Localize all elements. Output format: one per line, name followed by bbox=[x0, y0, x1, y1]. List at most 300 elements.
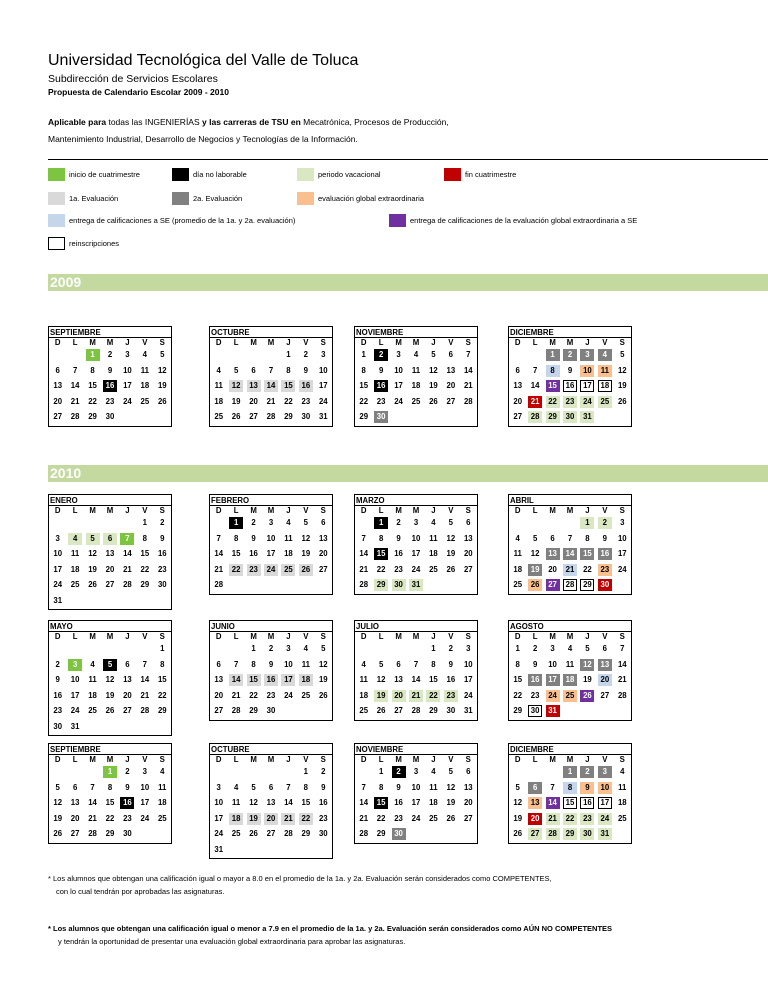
day-number: 19 bbox=[105, 690, 115, 700]
day-number: 11 bbox=[158, 782, 167, 792]
day-cell bbox=[614, 395, 631, 411]
day-cell bbox=[407, 364, 424, 380]
day-number: 3 bbox=[396, 350, 401, 359]
weekday-header: V bbox=[303, 755, 309, 764]
day-number: 27 bbox=[528, 828, 542, 840]
day-number: 1 bbox=[142, 518, 148, 527]
day-cell bbox=[509, 364, 526, 380]
day-cell bbox=[579, 812, 596, 828]
day-number: 31 bbox=[214, 844, 224, 854]
day-cell bbox=[297, 642, 314, 658]
day-cell bbox=[460, 348, 477, 364]
day-number: 1 bbox=[303, 767, 309, 776]
day-number: 14 bbox=[359, 798, 369, 807]
day-number: 10 bbox=[580, 365, 594, 377]
day-number: 8 bbox=[515, 659, 520, 669]
empty-cell bbox=[136, 642, 153, 658]
legend-swatch bbox=[172, 192, 189, 205]
legend-reinscripciones bbox=[48, 237, 119, 250]
day-number: 8 bbox=[563, 782, 577, 794]
day-number: 13 bbox=[214, 675, 224, 684]
day-cell bbox=[245, 704, 262, 720]
day-cell bbox=[66, 379, 83, 395]
day-number: 31 bbox=[53, 595, 63, 605]
day-number: 1 bbox=[378, 767, 384, 776]
day-number: 12 bbox=[88, 549, 97, 558]
weekday-header: J bbox=[125, 506, 130, 515]
day-number: 15 bbox=[359, 381, 369, 390]
day-number: 8 bbox=[286, 365, 291, 375]
day-number: 19 bbox=[617, 381, 627, 390]
day-cell bbox=[544, 704, 561, 720]
day-cell bbox=[460, 812, 477, 828]
day-cell bbox=[614, 364, 631, 380]
day-number: 18 bbox=[617, 798, 627, 807]
day-cell bbox=[596, 563, 613, 579]
day-cell bbox=[407, 796, 424, 812]
weekday-header: D bbox=[215, 338, 222, 347]
day-cell bbox=[136, 364, 153, 380]
day-cell bbox=[210, 563, 227, 579]
day-cell bbox=[390, 765, 407, 781]
weekday-header: L bbox=[378, 506, 384, 515]
month-name: JULIO bbox=[355, 621, 477, 632]
day-number: 25 bbox=[281, 564, 295, 576]
day-cell bbox=[596, 781, 613, 797]
day-number: 7 bbox=[567, 533, 573, 543]
day-cell bbox=[119, 563, 136, 579]
empty-cell bbox=[355, 516, 372, 532]
day-cell bbox=[425, 812, 442, 828]
day-number: 8 bbox=[142, 533, 148, 543]
day-cell bbox=[119, 765, 136, 781]
day-cell bbox=[136, 348, 153, 364]
day-number: 12 bbox=[301, 533, 311, 543]
weekday-header: M bbox=[267, 632, 275, 641]
day-cell bbox=[210, 781, 227, 797]
legend-label: evaluación global extraordinaria bbox=[318, 194, 424, 203]
day-cell bbox=[460, 689, 477, 705]
day-cell bbox=[526, 532, 543, 548]
day-cell bbox=[544, 410, 561, 426]
day-cell bbox=[154, 704, 171, 720]
day-cell bbox=[154, 364, 171, 380]
day-number: 14 bbox=[229, 674, 243, 686]
day-cell bbox=[262, 827, 279, 843]
weekday-header: V bbox=[142, 506, 148, 515]
day-number: 11 bbox=[429, 782, 438, 792]
day-number: 11 bbox=[232, 798, 241, 807]
day-cell bbox=[526, 379, 543, 395]
day-cell bbox=[315, 689, 332, 705]
day-number: 14 bbox=[530, 381, 540, 390]
day-cell bbox=[210, 547, 227, 563]
day-number: 4 bbox=[620, 767, 625, 776]
day-cell bbox=[245, 395, 262, 411]
day-cell bbox=[372, 348, 389, 364]
day-number: 17 bbox=[617, 549, 627, 558]
day-cell bbox=[84, 364, 101, 380]
day-cell bbox=[425, 673, 442, 689]
legend-label: reinscripciones bbox=[69, 239, 120, 248]
day-number: 7 bbox=[142, 659, 148, 669]
day-number: 22 bbox=[359, 396, 369, 406]
day-cell bbox=[544, 781, 561, 797]
month-name: MAYO bbox=[49, 621, 171, 632]
weekday-header: V bbox=[448, 632, 454, 641]
day-number: 23 bbox=[247, 564, 261, 576]
day-cell bbox=[66, 827, 83, 843]
day-number: 29 bbox=[284, 412, 293, 421]
day-cell bbox=[119, 704, 136, 720]
legend-fin bbox=[444, 168, 516, 181]
day-cell bbox=[561, 673, 578, 689]
legend-label: inicio de cuatrimestre bbox=[69, 170, 140, 179]
day-cell bbox=[280, 658, 297, 674]
day-cell bbox=[390, 364, 407, 380]
weekday-header: D bbox=[360, 338, 367, 347]
day-cell bbox=[544, 395, 561, 411]
weekday-header: M bbox=[549, 506, 556, 515]
day-cell bbox=[442, 812, 459, 828]
day-number: 21 bbox=[528, 396, 542, 408]
day-cell bbox=[84, 689, 101, 705]
day-number: 25 bbox=[429, 813, 438, 823]
month-name: MARZO bbox=[355, 495, 477, 506]
day-cell bbox=[227, 532, 244, 548]
weekday-header: J bbox=[585, 632, 590, 641]
empty-cell bbox=[526, 516, 543, 532]
day-cell bbox=[544, 642, 561, 658]
day-cell bbox=[596, 364, 613, 380]
day-number: 5 bbox=[160, 350, 165, 359]
day-cell bbox=[154, 765, 171, 781]
weekday-header: S bbox=[320, 755, 326, 764]
day-number: 22 bbox=[376, 813, 386, 823]
day-number: 4 bbox=[90, 659, 95, 669]
legend-swatch bbox=[297, 168, 314, 181]
day-number: 16 bbox=[374, 380, 388, 392]
day-cell bbox=[101, 563, 118, 579]
day-cell bbox=[262, 812, 279, 828]
legend-inicio bbox=[48, 168, 140, 181]
day-number: 21 bbox=[214, 564, 224, 574]
legend-swatch bbox=[48, 192, 65, 205]
day-cell bbox=[425, 395, 442, 411]
weekday-header: M bbox=[89, 506, 96, 515]
day-cell bbox=[372, 410, 389, 426]
day-number: 27 bbox=[463, 813, 473, 823]
day-cell bbox=[297, 689, 314, 705]
day-cell bbox=[526, 658, 543, 674]
weekday-header: S bbox=[619, 755, 625, 764]
weekday-header: J bbox=[431, 338, 436, 347]
day-cell bbox=[262, 364, 279, 380]
weekday-header: L bbox=[233, 506, 239, 515]
weekday-header: M bbox=[267, 506, 275, 515]
day-number: 12 bbox=[530, 549, 540, 558]
weekday-header: L bbox=[72, 632, 78, 641]
day-cell bbox=[280, 812, 297, 828]
day-number: 12 bbox=[53, 798, 63, 807]
day-cell bbox=[390, 796, 407, 812]
day-number: 29 bbox=[580, 579, 594, 591]
day-number: 7 bbox=[233, 659, 239, 669]
day-number: 4 bbox=[515, 533, 520, 543]
day-number: 25 bbox=[563, 690, 577, 702]
day-number: 8 bbox=[378, 533, 384, 543]
day-number: 28 bbox=[463, 396, 473, 406]
month-name: FEBRERO bbox=[210, 495, 332, 506]
day-number: 3 bbox=[580, 349, 594, 361]
empty-cell bbox=[66, 348, 83, 364]
day-number: 14 bbox=[546, 797, 560, 809]
day-number: 23 bbox=[53, 706, 63, 715]
day-cell bbox=[407, 658, 424, 674]
day-cell bbox=[136, 689, 153, 705]
empty-cell bbox=[544, 765, 561, 781]
weekday-header: V bbox=[602, 632, 608, 641]
day-cell bbox=[154, 642, 171, 658]
legend-swatch bbox=[48, 237, 65, 250]
day-cell bbox=[442, 658, 459, 674]
day-number: 26 bbox=[231, 412, 241, 421]
day-number: 13 bbox=[105, 549, 115, 558]
legend-swatch bbox=[172, 168, 189, 181]
day-number: 10 bbox=[411, 533, 421, 543]
day-cell bbox=[614, 796, 631, 812]
day-cell bbox=[390, 532, 407, 548]
day-number: 4 bbox=[286, 518, 291, 527]
empty-cell bbox=[509, 765, 526, 781]
day-cell bbox=[372, 658, 389, 674]
day-number: 28 bbox=[70, 412, 80, 421]
day-cell bbox=[154, 516, 171, 532]
day-number: 19 bbox=[88, 564, 97, 574]
day-number: 21 bbox=[546, 813, 560, 825]
day-cell bbox=[66, 796, 83, 812]
day-number: 7 bbox=[620, 644, 625, 653]
day-number: 4 bbox=[567, 644, 573, 653]
day-number: 17 bbox=[214, 813, 224, 823]
day-cell bbox=[136, 532, 153, 548]
day-cell bbox=[579, 563, 596, 579]
day-number: 23 bbox=[318, 813, 328, 823]
day-cell bbox=[119, 348, 136, 364]
day-number: 4 bbox=[431, 767, 436, 776]
empty-cell bbox=[245, 765, 262, 781]
day-cell bbox=[460, 673, 477, 689]
day-number: 30 bbox=[580, 828, 594, 840]
day-number: 15 bbox=[247, 674, 261, 686]
day-number: 25 bbox=[70, 580, 80, 589]
day-number: 12 bbox=[429, 365, 438, 375]
month-name: DICIEMBRE bbox=[509, 327, 631, 338]
month-marzo bbox=[354, 494, 478, 595]
day-cell bbox=[614, 348, 631, 364]
empty-cell bbox=[526, 765, 543, 781]
day-cell bbox=[614, 781, 631, 797]
empty-cell bbox=[119, 642, 136, 658]
day-cell bbox=[315, 781, 332, 797]
day-number: 14 bbox=[359, 549, 369, 558]
day-cell bbox=[596, 812, 613, 828]
day-number: 25 bbox=[617, 813, 627, 823]
day-cell bbox=[526, 812, 543, 828]
weekday-header: L bbox=[532, 338, 538, 347]
month-name: ABRIL bbox=[509, 495, 631, 506]
day-number: 12 bbox=[513, 798, 523, 807]
day-number: 27 bbox=[446, 396, 456, 406]
month-name: NOVIEMBRE bbox=[355, 744, 477, 755]
day-cell bbox=[154, 348, 171, 364]
day-number: 4 bbox=[160, 767, 165, 776]
weekday-header: V bbox=[448, 506, 454, 515]
day-number: 13 bbox=[598, 659, 612, 671]
day-number: 26 bbox=[376, 706, 386, 715]
day-cell bbox=[442, 395, 459, 411]
day-cell bbox=[315, 812, 332, 828]
day-cell bbox=[227, 812, 244, 828]
day-cell bbox=[596, 348, 613, 364]
day-number: 19 bbox=[446, 798, 456, 807]
day-number: 16 bbox=[580, 797, 594, 809]
day-number: 8 bbox=[107, 782, 113, 792]
day-cell bbox=[101, 532, 118, 548]
day-cell bbox=[579, 578, 596, 594]
day-cell bbox=[544, 379, 561, 395]
day-number: 12 bbox=[105, 675, 115, 684]
day-cell bbox=[579, 658, 596, 674]
month-agosto bbox=[508, 620, 632, 721]
day-number: 21 bbox=[266, 396, 276, 406]
day-cell bbox=[407, 563, 424, 579]
weekday-header: J bbox=[286, 632, 291, 641]
day-number: 27 bbox=[53, 412, 63, 421]
day-cell bbox=[101, 796, 118, 812]
day-cell bbox=[101, 395, 118, 411]
legend-2a-evaluacion bbox=[172, 192, 242, 205]
day-cell bbox=[526, 689, 543, 705]
weekday-header: M bbox=[395, 755, 402, 764]
day-cell bbox=[372, 395, 389, 411]
day-number: 18 bbox=[214, 396, 224, 406]
day-number: 31 bbox=[546, 705, 560, 717]
day-number: 2 bbox=[448, 644, 454, 653]
day-cell bbox=[262, 532, 279, 548]
day-number: 9 bbox=[107, 365, 113, 375]
day-cell bbox=[84, 781, 101, 797]
day-number: 13 bbox=[528, 797, 542, 809]
day-number: 29 bbox=[546, 411, 560, 423]
day-number: 9 bbox=[448, 659, 454, 669]
day-cell bbox=[154, 689, 171, 705]
day-number: 5 bbox=[448, 518, 454, 527]
day-cell bbox=[84, 379, 101, 395]
day-number: 30 bbox=[301, 412, 311, 421]
day-cell bbox=[544, 812, 561, 828]
weekday-header: J bbox=[585, 506, 590, 515]
day-number: 26 bbox=[157, 396, 167, 406]
weekday-header: S bbox=[465, 755, 471, 764]
day-number: 13 bbox=[446, 365, 456, 375]
day-cell bbox=[355, 812, 372, 828]
day-cell bbox=[425, 642, 442, 658]
day-cell bbox=[280, 689, 297, 705]
day-cell bbox=[245, 516, 262, 532]
day-number: 19 bbox=[231, 396, 241, 406]
day-cell bbox=[210, 379, 227, 395]
day-number: 9 bbox=[268, 659, 274, 669]
day-number: 18 bbox=[598, 380, 612, 392]
day-cell bbox=[119, 364, 136, 380]
day-number: 1 bbox=[229, 517, 243, 529]
day-number: 17 bbox=[140, 798, 150, 807]
day-cell bbox=[407, 578, 424, 594]
day-cell bbox=[509, 642, 526, 658]
day-number: 26 bbox=[299, 564, 313, 576]
weekday-header: M bbox=[106, 506, 114, 515]
empty-cell bbox=[544, 516, 561, 532]
weekday-header: V bbox=[448, 338, 454, 347]
day-number: 30 bbox=[392, 579, 406, 591]
day-number: 17 bbox=[598, 797, 612, 809]
day-number: 17 bbox=[394, 381, 403, 390]
day-number: 19 bbox=[157, 381, 167, 390]
day-cell bbox=[355, 563, 372, 579]
day-cell bbox=[355, 673, 372, 689]
day-cell bbox=[509, 796, 526, 812]
day-cell bbox=[579, 379, 596, 395]
day-cell bbox=[262, 642, 279, 658]
day-cell bbox=[262, 704, 279, 720]
day-number: 2 bbox=[107, 350, 113, 359]
day-cell bbox=[460, 658, 477, 674]
day-number: 4 bbox=[68, 533, 82, 545]
day-number: 11 bbox=[513, 549, 522, 558]
day-cell bbox=[579, 689, 596, 705]
day-number: 16 bbox=[394, 549, 403, 558]
day-cell bbox=[614, 563, 631, 579]
day-number: 4 bbox=[303, 644, 309, 653]
day-cell bbox=[596, 796, 613, 812]
note-aun-no-competentes bbox=[48, 922, 612, 948]
day-cell bbox=[101, 364, 118, 380]
day-number: 13 bbox=[247, 380, 261, 392]
weekday-header: M bbox=[89, 338, 96, 347]
day-number: 9 bbox=[396, 533, 401, 543]
weekday-header: M bbox=[566, 632, 574, 641]
day-number: 29 bbox=[376, 829, 386, 838]
day-cell bbox=[66, 673, 83, 689]
day-number: 5 bbox=[103, 659, 117, 671]
day-number: 10 bbox=[598, 782, 612, 794]
day-number: 22 bbox=[88, 396, 97, 406]
day-cell bbox=[355, 348, 372, 364]
day-cell bbox=[297, 658, 314, 674]
day-number: 26 bbox=[446, 813, 456, 823]
day-number: 20 bbox=[214, 690, 224, 700]
day-number: 19 bbox=[374, 690, 388, 702]
weekday-header: M bbox=[412, 755, 420, 764]
day-cell bbox=[315, 642, 332, 658]
day-number: 3 bbox=[125, 350, 130, 359]
day-cell bbox=[355, 658, 372, 674]
day-cell bbox=[210, 578, 227, 594]
weekday-header: D bbox=[54, 755, 61, 764]
day-cell bbox=[442, 379, 459, 395]
empty-cell bbox=[84, 516, 101, 532]
